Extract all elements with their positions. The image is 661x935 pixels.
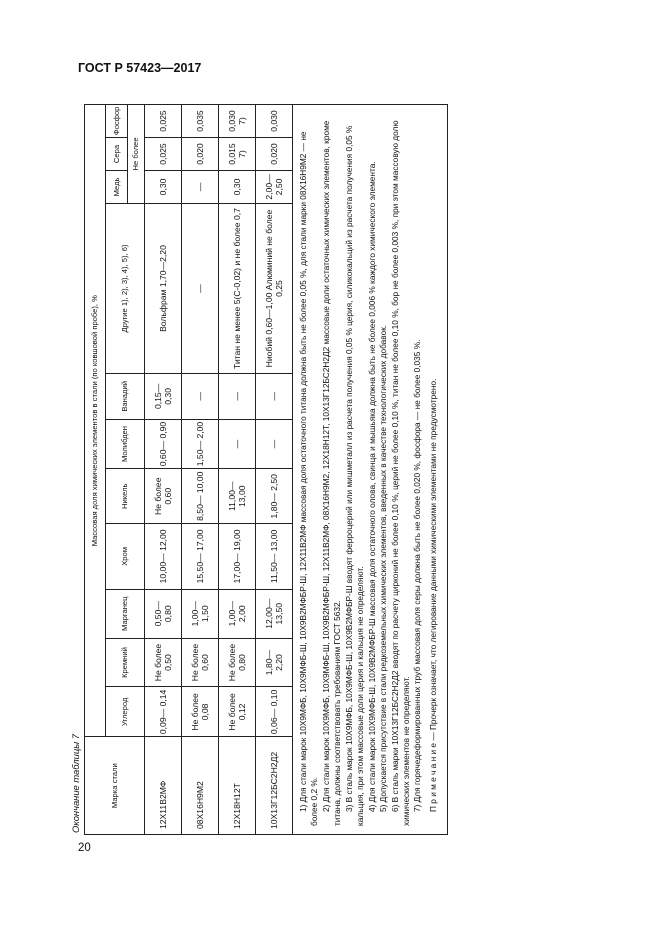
table-row xyxy=(219,105,256,835)
molybdenum-cell: — xyxy=(256,419,293,469)
col-grade-header: Марка стали xyxy=(85,737,145,835)
table-row xyxy=(256,105,293,835)
table-row xyxy=(182,105,219,835)
manganese-cell: 1,00— 2,00 xyxy=(219,589,256,638)
molybdenum-cell: 0,60— 0,90 xyxy=(145,419,182,469)
phosphorus-cell: 0,030 7) xyxy=(219,105,256,138)
carbon-cell: 0,06— 0,10 xyxy=(256,687,293,737)
sulfur-cell: 0,015 7) xyxy=(219,138,256,171)
footnotes xyxy=(293,104,448,835)
chromium-cell: 15,50— 17,00 xyxy=(182,523,219,589)
footnote: 6) В сталь марки 10Х13Г12БС2Н2Д2 вводят по расчету цирконий не более 0,10 %, церий не более 0,10 %, титан не более 0,10 %, бор не более 0,003 %, при этом массовую долю химических элементов не определяют. xyxy=(389,120,411,826)
table-caption: Окончание таблицы 7 xyxy=(70,734,81,833)
carbon-cell: Не более 0,12 xyxy=(219,687,256,737)
other-cell: Вольфрам 1,70—2,20 xyxy=(145,203,182,373)
not-more-header: Не более xyxy=(128,105,145,204)
col-other-header: Другие 1), 2), 3), 4), 5), 6) xyxy=(106,203,145,373)
phosphorus-cell: 0,025 xyxy=(145,105,182,138)
table-header-row xyxy=(85,105,106,835)
col-nickel-header: Никель xyxy=(106,469,145,523)
chromium-cell: 17,00— 19,00 xyxy=(219,523,256,589)
molybdenum-cell: 1,50— 2,00 xyxy=(182,419,219,469)
chromium-cell: 11,50— 13,00 xyxy=(256,523,293,589)
phosphorus-cell: 0,035 xyxy=(182,105,219,138)
table-note: П р и м е ч а н и е — Прочерк означает, что легирование данными химическими элементами не предусмотрено. xyxy=(427,378,438,812)
chemical-composition-table xyxy=(84,104,293,835)
sulfur-cell: 0,020 xyxy=(182,138,219,171)
vanadium-cell: — xyxy=(219,374,256,419)
chromium-cell: 10,00— 12,00 xyxy=(145,523,182,589)
copper-cell: 0,30 xyxy=(145,170,182,203)
nickel-cell: 8,50— 10,00 xyxy=(182,469,219,523)
table-header-row xyxy=(106,105,128,835)
document-title: ГОСТ Р 57423—2017 xyxy=(78,61,202,75)
footnote: 5) Допускается присутствие в стали редкоземельных химических элементов, введенных в качестве технологических добавок. xyxy=(378,324,389,812)
phosphorus-cell: 0,030 xyxy=(256,105,293,138)
col-copper-header: Медь xyxy=(106,170,128,203)
carbon-cell: 0,09— 0,14 xyxy=(145,687,182,737)
copper-cell: 2,00— 2,50 xyxy=(256,170,293,203)
silicon-cell: 1,80— 2,20 xyxy=(256,638,293,687)
molybdenum-cell: — xyxy=(219,419,256,469)
col-manganese-header: Марганец xyxy=(106,589,145,638)
grade-cell: 08Х16Н9М2 xyxy=(182,737,219,835)
other-cell: — xyxy=(182,203,219,373)
silicon-cell: Не более 0,50 xyxy=(145,638,182,687)
manganese-cell: 1,00— 1,50 xyxy=(182,589,219,638)
rotated-table-block xyxy=(70,95,490,835)
footnote: 3) В сталь марок 10Х9МФБ, 10Х9МФБ-Ш, 10Х9В2МФБР-Ш вводят ферроцерий или мишметалл из расчета получения 0,05 % церия, силикокальций из расчета получения 0,05 % кальция, при этом массовые доли церия и кальция не определяют. xyxy=(343,125,366,826)
vanadium-cell: 0,15— 0,30 xyxy=(145,374,182,419)
col-molybdenum-header: Молибден xyxy=(106,419,145,469)
sulfur-cell: 0,025 xyxy=(145,138,182,171)
page-number: 20 xyxy=(78,842,91,854)
manganese-cell: 0,50— 0,80 xyxy=(145,589,182,638)
group-header: Массовая доля химических элементов в стали (по ковшовой пробе), % xyxy=(85,105,106,737)
grade-cell: 12Х18Н12Т xyxy=(219,737,256,835)
silicon-cell: Не более 0,80 xyxy=(219,638,256,687)
col-silicon-header: Кремний xyxy=(106,638,145,687)
copper-cell: 0,30 xyxy=(219,170,256,203)
grade-cell: 12Х11В2МФ xyxy=(145,737,182,835)
copper-cell: — xyxy=(182,170,219,203)
other-cell: Титан не менее 5(С-0,02) и не более 0,7 xyxy=(219,203,256,373)
col-chromium-header: Хром xyxy=(106,523,145,589)
col-sulfur-header: Сера xyxy=(106,138,128,171)
footnote: 1) Для стали марок 10Х9МФБ, 10Х9МФБ-Ш, 10Х9В2МФБР-Ш, 12Х11В2МФ массовая доля остаточного титана должна быть не более 0,05 %, для стали марки 08Х16Н9М2 — не более 0,2 %. xyxy=(298,131,320,826)
col-carbon-header: Углерод xyxy=(106,687,145,737)
nickel-cell: 1,80— 2,50 xyxy=(256,469,293,523)
grade-cell: 10Х13Г12БС2Н2Д2 xyxy=(256,737,293,835)
col-phosphorus-header: Фосфор xyxy=(106,105,128,138)
footnote: 2) Для стали марок 10Х9МФБ, 10Х9МФБ-Ш, 10Х9В2МФБР-Ш, 12Х11В2МФ, 08Х16Н9М2, 12Х18Н12Т, 10Х13Г12БС2Н2Д2 массовые доли остаточных химических элементов, кроме титана, должны соответствовать требованиям ГОСТ 5632. xyxy=(320,120,343,826)
silicon-cell: Не более 0,60 xyxy=(182,638,219,687)
sulfur-cell: 0,020 xyxy=(256,138,293,171)
manganese-cell: 12,00— 13,50 xyxy=(256,589,293,638)
vanadium-cell: — xyxy=(182,374,219,419)
footnote: 4) Для стали марок 10Х9МФБ-Ш, 10Х9В2МФБР-Ш массовая доля остаточного олова, свинца и мышьяка должна быть не более 0,006 % каждого химического элемента. xyxy=(366,161,377,812)
vanadium-cell: — xyxy=(256,374,293,419)
nickel-cell: 11,00— 13,00 xyxy=(219,469,256,523)
other-cell: Ниобий 0,60—1,00 Алюминий не более 0,25 xyxy=(256,203,293,373)
nickel-cell: Не более 0,60 xyxy=(145,469,182,523)
carbon-cell: Не более 0,08 xyxy=(182,687,219,737)
footnote: 7) Для горячедеформированных труб массовая доля серы должна быть не более 0,020 %, фосфора — не более 0,035 %. xyxy=(412,339,423,812)
table-row xyxy=(145,105,182,835)
col-vanadium-header: Ванадий xyxy=(106,374,145,419)
